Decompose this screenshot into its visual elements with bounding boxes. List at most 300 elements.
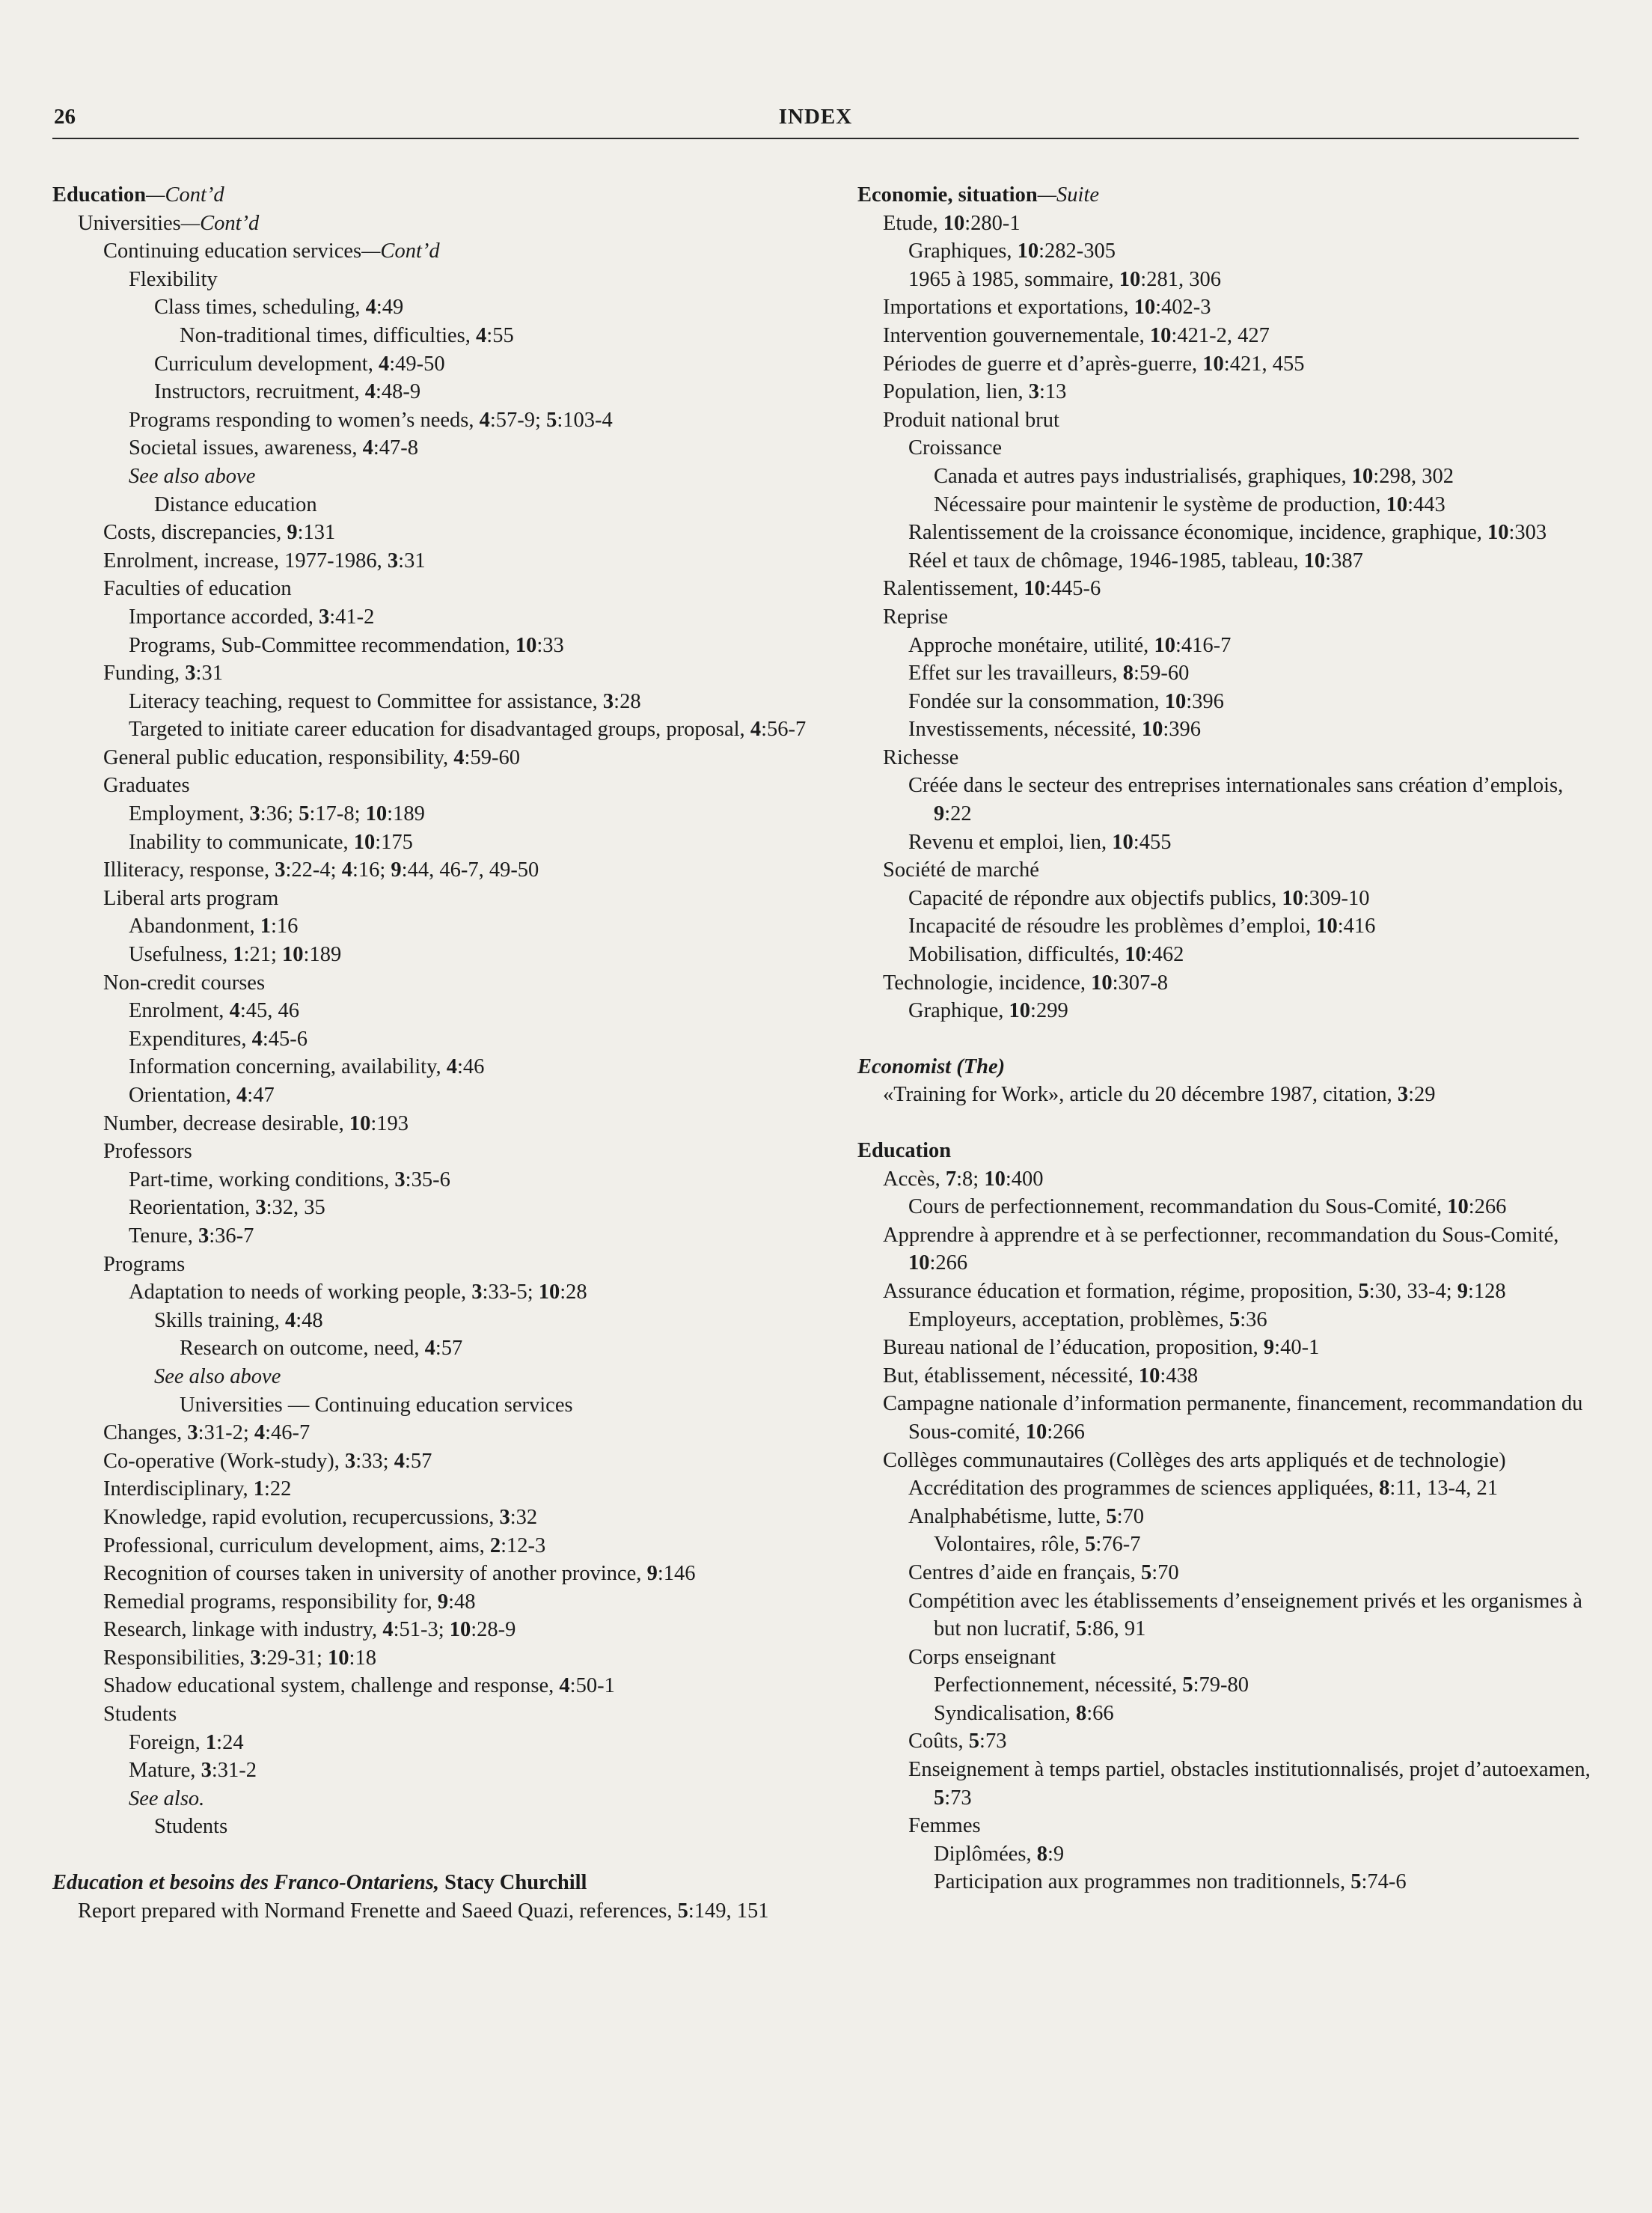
entry-text: :189 [303, 943, 342, 967]
index-column-right [857, 181, 1598, 1896]
volume-number: 7 [945, 1167, 957, 1191]
index-entry [52, 1081, 808, 1110]
entry-text: :44, 46-7, 49-50 [401, 858, 539, 882]
volume-number: 10 [538, 1281, 560, 1304]
index-entry [857, 1390, 1598, 1446]
entry-text: :400 [1005, 1167, 1044, 1191]
entry-text: :73 [944, 1786, 972, 1810]
entry-text: Croissance [908, 436, 1003, 460]
entry-text: :462 [1145, 943, 1184, 967]
entry-text: Foreign, [129, 1730, 206, 1754]
index-entry [857, 688, 1598, 716]
volume-number: 8 [1075, 1701, 1087, 1725]
entry-text: But, établissement, nécessité, [883, 1364, 1139, 1388]
entry-text: :56-7 [761, 718, 807, 742]
index-column-left [52, 181, 808, 1925]
entry-text: :40-1 [1274, 1336, 1320, 1360]
entry-text: :57-9; [489, 408, 547, 432]
volume-number: 10 [1303, 549, 1326, 573]
entry-text: Education [857, 1139, 952, 1162]
entry-text: :76-7 [1095, 1533, 1141, 1557]
index-entry [857, 828, 1598, 857]
entry-text: Orientation, [129, 1084, 237, 1107]
entry-text: Professional, curriculum development, aims, [103, 1533, 490, 1557]
entry-text: Créée dans le secteur des entreprises internationales sans création d’emplois, [908, 774, 1564, 798]
index-entry [52, 1307, 808, 1335]
index-entry [857, 885, 1598, 913]
entry-text: Programs, Sub-Committee recommendation, [129, 633, 516, 657]
volume-number: 1 [253, 1477, 265, 1501]
volume-number: 9 [287, 521, 298, 545]
entry-text: Accès, [883, 1167, 946, 1191]
entry-text: :73 [979, 1730, 1007, 1753]
index-entry [857, 350, 1598, 379]
entry-text: :28 [560, 1281, 587, 1304]
volume-number: 10 [1154, 633, 1175, 657]
entry-text: Investissements, nécessité, [908, 718, 1142, 742]
entry-text: Targeted to initiate career education for disadvantaged groups, proposal, [129, 718, 750, 742]
volume-number: 5 [968, 1730, 980, 1753]
entry-text: :57 [435, 1337, 463, 1361]
entry-text: Continuing education services [103, 239, 362, 263]
volume-number: 9 [391, 858, 402, 882]
entry-text: Graduates [103, 774, 190, 798]
entry-text: :29-31; [260, 1646, 328, 1670]
entry-text: Compétition avec les établissements d’enseignement privés et les organismes à but non lucratif, [908, 1589, 1582, 1641]
volume-number: 3 [185, 662, 196, 686]
entry-text: :309-10 [1303, 886, 1370, 910]
index-entry [857, 1700, 1598, 1728]
entry-text: :57 [404, 1449, 432, 1473]
index-entry [52, 293, 808, 322]
index-entry [52, 237, 808, 266]
entry-text: Femmes [908, 1814, 981, 1838]
volume-number: 8 [1036, 1842, 1047, 1866]
entry-text: Analphabétisme, lutte, [908, 1504, 1107, 1528]
index-entry [52, 1729, 808, 1757]
entry-text: Volontaires, rôle, [934, 1533, 1086, 1557]
index-entry [52, 1700, 808, 1729]
entry-text: :303 [1508, 521, 1547, 545]
volume-number: 1 [233, 943, 244, 967]
volume-number: 10 [449, 1618, 471, 1642]
volume-number: 3 [602, 689, 614, 713]
entry-text: :36-7 [209, 1224, 254, 1248]
volume-number: 3 [201, 1759, 212, 1783]
index-entry [52, 1053, 808, 1081]
entry-text: :189 [387, 802, 425, 826]
index-entry [857, 1840, 1598, 1869]
entry-text: :146 [657, 1562, 696, 1586]
index-entry [857, 1447, 1598, 1475]
entry-text: Nécessaire pour maintenir le système de production, [934, 492, 1386, 516]
index-entry [52, 266, 808, 294]
index-entry [857, 772, 1598, 828]
entry-text: Ralentissement de la croissance économique, incidence, graphique, [908, 521, 1487, 545]
entry-text: Accréditation des programmes de sciences appliquées, [908, 1477, 1380, 1501]
volume-number: 10 [1202, 352, 1224, 376]
volume-number: 9 [934, 802, 945, 826]
entry-text: Revenu et emploi, lien, [908, 830, 1113, 854]
entry-text: :266 [1468, 1195, 1507, 1219]
entry-text: Diplômées, [934, 1842, 1037, 1866]
entry-text: :36; [260, 802, 299, 826]
volume-number: 10 [1164, 689, 1187, 713]
entry-text: Faculties of education [103, 577, 292, 601]
entry-text: Non-credit courses [103, 971, 266, 995]
volume-number: 10 [1009, 999, 1031, 1023]
entry-text: —Cont’d [146, 183, 224, 207]
index-entry [857, 575, 1598, 603]
entry-text: :175 [375, 830, 413, 854]
entry-text: :387 [1325, 549, 1363, 573]
index-entry [857, 519, 1598, 547]
entry-text: :416 [1337, 915, 1376, 938]
index-entry [52, 1644, 808, 1673]
entry-text: :103-4 [557, 408, 613, 432]
index-heading [857, 1053, 1598, 1081]
entry-text: :30, 33-4; [1368, 1279, 1457, 1303]
volume-number: 3 [198, 1224, 209, 1248]
entry-text: Coûts, [908, 1730, 969, 1753]
entry-text: Stacy Churchill [444, 1871, 587, 1895]
volume-number: 4 [446, 1055, 457, 1079]
entry-text: Effet sur les travailleurs, [908, 662, 1123, 686]
entry-text: Population, lien, [883, 380, 1029, 404]
volume-number: 3 [1397, 1083, 1409, 1107]
entry-text: :48-9 [376, 380, 421, 404]
entry-text: :32, 35 [266, 1196, 325, 1220]
index-entry [857, 715, 1598, 744]
volume-number: 5 [1229, 1307, 1240, 1331]
entry-text: Shadow educational system, challenge and response, [103, 1674, 560, 1698]
entry-text: Abandonment, [129, 915, 260, 938]
volume-number: 10 [1487, 521, 1509, 545]
index-entry [52, 1813, 808, 1841]
entry-spacer [857, 1109, 1598, 1137]
entry-text: Professors [103, 1140, 192, 1164]
index-entry [857, 744, 1598, 772]
index-entry [52, 885, 808, 913]
entry-text: Remedial programs, responsibility for, [103, 1590, 438, 1614]
index-entry [52, 1194, 808, 1222]
index-entry [857, 659, 1598, 688]
entry-text: Universities — Continuing education services [180, 1393, 573, 1417]
entry-text: :79-80 [1193, 1673, 1249, 1697]
index-entry [857, 1221, 1598, 1278]
entry-text: :55 [486, 323, 514, 347]
entry-text: :47 [247, 1084, 275, 1107]
volume-number: 10 [1134, 296, 1156, 320]
volume-number: 10 [1316, 915, 1338, 938]
entry-text: :445-6 [1044, 577, 1101, 601]
entry-text: Societal issues, awareness, [129, 436, 363, 460]
volume-number: 4 [476, 323, 487, 347]
entry-text: Canada et autres pays industrialisés, graphiques, [934, 464, 1352, 488]
index-entry [857, 378, 1598, 406]
entry-text: :51-3; [393, 1618, 450, 1642]
entry-text: :193 [370, 1111, 409, 1135]
volume-number: 3 [387, 549, 399, 573]
volume-number: 9 [646, 1562, 658, 1586]
entry-text: :131 [297, 521, 336, 545]
index-entry [52, 856, 808, 885]
volume-number: 5 [1085, 1533, 1096, 1557]
volume-number: 10 [353, 830, 376, 854]
running-head-title: INDEX [778, 105, 853, 129]
index-entry [857, 237, 1598, 266]
entry-text: :35-6 [405, 1167, 450, 1191]
entry-text: :22 [944, 802, 972, 826]
index-entry [52, 350, 808, 379]
index-entry [52, 828, 808, 857]
entry-text: :266 [1047, 1420, 1085, 1444]
volume-number: 10 [1351, 464, 1374, 488]
index-entry [52, 547, 808, 576]
entry-text: :266 [929, 1251, 968, 1275]
index-entry [52, 1447, 808, 1476]
volume-number: 5 [1106, 1504, 1117, 1528]
entry-text: Liberal arts program [103, 886, 279, 910]
entry-text: Recognition of courses taken in university of another province, [103, 1562, 647, 1586]
entry-text: Cours de perfectionnement, recommandation du Sous-Comité, [908, 1195, 1448, 1219]
entry-text: Curriculum development, [154, 352, 379, 376]
volume-number: 10 [908, 1251, 930, 1275]
entry-text: Part-time, working conditions, [129, 1167, 395, 1191]
volume-number: 8 [1122, 662, 1134, 686]
entry-text: Incapacité de résoudre les problèmes d’emploi, [908, 915, 1317, 938]
entry-text: Programs responding to women’s needs, [129, 408, 480, 432]
entry-text: :31 [195, 662, 223, 686]
entry-text: Employeurs, acceptation, problèmes, [908, 1307, 1229, 1331]
entry-text: :18 [349, 1646, 376, 1670]
index-entry [857, 1278, 1598, 1306]
index-entry [52, 1756, 808, 1785]
index-entry [857, 1559, 1598, 1587]
entry-text: Tenure, [129, 1224, 198, 1248]
entry-text: :22-4; [285, 858, 342, 882]
volume-number: 3 [1028, 380, 1039, 404]
index-entry [52, 772, 808, 800]
index-heading [857, 1137, 1598, 1165]
volume-number: 9 [1457, 1279, 1468, 1303]
index-heading [52, 181, 808, 210]
entry-text: :11, 13-4, 21 [1389, 1477, 1499, 1501]
entry-text: :48 [448, 1590, 476, 1614]
volume-number: 3 [255, 1196, 266, 1220]
entry-text: «Training for Work», article du 20 décembre 1987, citation, [883, 1083, 1398, 1107]
entry-text: :36 [1240, 1307, 1267, 1331]
index-entry [52, 997, 808, 1025]
index-entry [52, 744, 808, 772]
entry-text: :33 [536, 633, 564, 657]
volume-number: 4 [378, 352, 390, 376]
index-entry [52, 1334, 808, 1363]
entry-text: :24 [216, 1730, 244, 1754]
index-entry [52, 632, 808, 660]
volume-number: 10 [1091, 971, 1113, 995]
index-heading [52, 1869, 808, 1897]
index-entry [857, 1306, 1598, 1334]
entry-text: :149, 151 [688, 1899, 769, 1923]
entry-text: Enrolment, [129, 999, 230, 1023]
entry-text: :45-6 [262, 1027, 308, 1051]
entry-text: General public education, responsibility, [103, 745, 454, 769]
entry-text: Non-traditional times, difficulties, [180, 323, 477, 347]
volume-number: 4 [284, 1308, 296, 1332]
entry-text: See also. [129, 1786, 205, 1810]
entry-text: :48 [296, 1308, 323, 1332]
entry-text: :421-2, 427 [1171, 323, 1270, 347]
index-entry [52, 912, 808, 941]
entry-text: :443 [1407, 492, 1446, 516]
entry-text: Reorientation, [129, 1196, 256, 1220]
volume-number: 3 [471, 1281, 483, 1304]
entry-text: :12-3 [501, 1533, 546, 1557]
entry-text: Ralentissement, [883, 577, 1024, 601]
entry-text: Périodes de guerre et d’après-guerre, [883, 352, 1203, 376]
entry-text: Mature, [129, 1759, 201, 1783]
entry-text: Class times, scheduling, [154, 296, 366, 320]
entry-text: Economie, situation [857, 183, 1038, 207]
entry-text: :281, 306 [1140, 267, 1221, 291]
entry-text: :299 [1030, 999, 1068, 1023]
index-entry [857, 491, 1598, 519]
volume-number: 4 [479, 408, 490, 432]
entry-text: :298, 302 [1373, 464, 1454, 488]
entry-text: :33; [355, 1449, 394, 1473]
entry-text: Interdisciplinary, [103, 1477, 254, 1501]
entry-text: Information concerning, availability, [129, 1055, 447, 1079]
volume-number: 10 [1125, 943, 1146, 967]
entry-text: :28-9 [471, 1618, 516, 1642]
volume-number: 3 [249, 802, 260, 826]
entry-text: :66 [1086, 1701, 1114, 1725]
volume-number: 10 [1447, 1195, 1469, 1219]
index-entry [52, 463, 808, 491]
entry-text: —Cont’d [180, 211, 260, 235]
volume-number: 10 [1149, 323, 1172, 347]
index-entry [857, 997, 1598, 1025]
entry-text: Produit national brut [883, 408, 1059, 432]
entry-text: :46 [456, 1055, 485, 1079]
index-entry [52, 406, 808, 435]
volume-number: 4 [424, 1337, 435, 1361]
entry-text: :31-2 [211, 1759, 257, 1783]
volume-number: 4 [364, 380, 376, 404]
entry-text: —Suite [1037, 183, 1100, 207]
index-entry [52, 715, 808, 744]
entry-text: Costs, discrepancies, [103, 521, 287, 545]
header-rule [52, 138, 1579, 139]
index-entry [857, 603, 1598, 632]
index-entry [52, 1251, 808, 1279]
index-entry [52, 210, 808, 238]
volume-number: 3 [250, 1646, 261, 1670]
entry-text: :128 [1467, 1279, 1506, 1303]
entry-text: :46-7 [265, 1421, 310, 1445]
entry-text: Société de marché [883, 858, 1039, 882]
volume-number: 5 [1182, 1673, 1193, 1697]
entry-text: See also above [129, 464, 256, 488]
volume-number: 5 [1140, 1560, 1152, 1584]
entry-text: Report prepared with Normand Frenette and Saeed Quazi, references, [78, 1899, 678, 1923]
entry-text: Fondée sur la consommation, [908, 689, 1165, 713]
index-entry [52, 1475, 808, 1504]
entry-text: —Cont’d [361, 239, 440, 263]
index-entry [52, 519, 808, 547]
volume-number: 10 [1141, 718, 1163, 742]
entry-text: Apprendre à apprendre et à se perfectionner, recommandation du Sous-Comité, [883, 1223, 1559, 1247]
index-entry [857, 1362, 1598, 1391]
page-header [52, 102, 1579, 139]
entry-text: :22 [264, 1477, 292, 1501]
entry-text: Research on outcome, need, [180, 1337, 425, 1361]
volume-number: 10 [365, 802, 388, 826]
index-entry [857, 1193, 1598, 1221]
volume-number: 4 [453, 745, 465, 769]
entry-text: :32 [510, 1505, 538, 1529]
index-entry [52, 1532, 808, 1560]
index-entry [52, 1616, 808, 1644]
entry-text: :45, 46 [239, 999, 299, 1023]
index-entry [857, 322, 1598, 350]
entry-text: Changes, [103, 1421, 188, 1445]
entry-text: Mobilisation, difficultés, [908, 943, 1125, 967]
index-entry [857, 969, 1598, 998]
entry-text: :21; [243, 943, 283, 967]
index-entry [52, 491, 808, 519]
index-entry [857, 1503, 1598, 1531]
index-entry [52, 378, 808, 406]
volume-number: 10 [1112, 830, 1134, 854]
volume-number: 10 [984, 1167, 1006, 1191]
volume-number: 3 [275, 858, 286, 882]
volume-number: 10 [1138, 1364, 1160, 1388]
index-entry [52, 941, 808, 969]
index-entry [52, 1363, 808, 1391]
entry-text: :9 [1047, 1842, 1065, 1866]
entry-spacer [857, 1025, 1598, 1053]
index-entry [857, 463, 1598, 491]
entry-text: Funding, [103, 662, 186, 686]
entry-text: Intervention gouvernementale, [883, 323, 1150, 347]
entry-text: :74-6 [1361, 1870, 1407, 1894]
volume-number: 2 [489, 1533, 501, 1557]
entry-text: :50-1 [569, 1674, 615, 1698]
index-entry [857, 547, 1598, 576]
entry-text: :86, 91 [1086, 1617, 1146, 1641]
entry-text: :29 [1408, 1083, 1436, 1107]
volume-number: 3 [394, 1167, 406, 1191]
index-entry [52, 322, 808, 350]
index-entry [52, 969, 808, 998]
volume-number: 4 [236, 1084, 248, 1107]
index-entry [857, 856, 1598, 885]
index-entry [52, 688, 808, 716]
volume-number: 5 [934, 1786, 945, 1810]
index-entry [857, 1587, 1598, 1643]
index-entry [857, 1812, 1598, 1840]
entry-text: Capacité de répondre aux objectifs publics, [908, 886, 1282, 910]
volume-number: 4 [394, 1449, 405, 1473]
entry-spacer [52, 1841, 808, 1869]
entry-text: Perfectionnement, nécessité, [934, 1673, 1183, 1697]
entry-text: Students [103, 1703, 177, 1727]
entry-text: See also above [154, 1364, 281, 1388]
volume-number: 10 [1017, 239, 1039, 263]
index-entry [857, 266, 1598, 294]
